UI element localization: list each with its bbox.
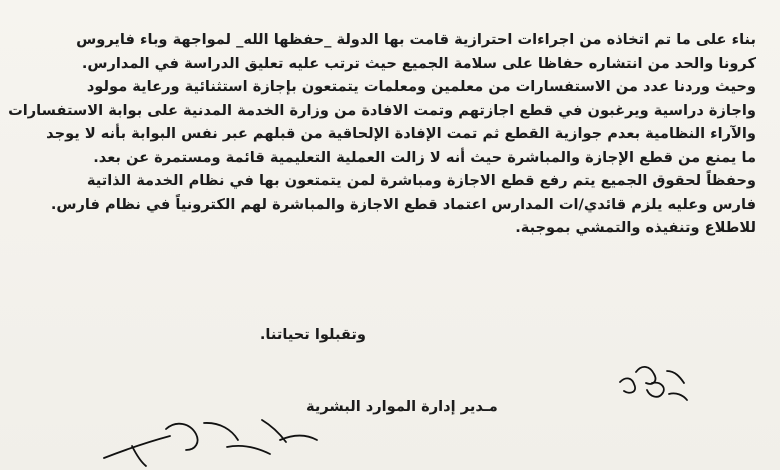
body-line-8: فارس وعليه يلزم قائدي/ات المدارس اعتماد قطع الاجازة والمباشرة لهم الكترونياً في نظام فارس. [50, 195, 756, 213]
body-line-5: والآراء النظامية بعدم جوازية القطع ثم تمت الإفادة الإلحاقية من قبلهم عبر نفس البوابة بأنه لا يوجد [46, 125, 756, 142]
handwritten-signature [92, 406, 332, 470]
body-line-2: كرونا والحد من انتشاره حفاظا على سلامة الجميع حيث ترتب عليه تعليق الدراسة في المدارس. [81, 54, 756, 72]
body-line-3: وحيث وردنا عدد من الاستفسارات من معلمين ومعلمات يتمتعون بإجازة استثنائية ورعاية مولود [86, 78, 756, 95]
closing-line: وتقبلوا تحياتنا. [259, 326, 366, 343]
body-line-4: واجازة دراسية ويرغبون في قطع اجازتهم وتمت الافادة من وزارة الخدمة المدنية على بوابة الاستفسارات [8, 101, 756, 119]
signature-title: مـدير إدارة الموارد البشرية [306, 398, 498, 415]
body-line-7: وحفظاً لحقوق الجميع يتم رفع قطع الاجازة ومباشرة لمن يتمتعون بها في نظام الخدمة الذاتية [86, 172, 756, 189]
body-line-9: للاطلاع وتنفيذه والتمشي بموجبة. [515, 219, 756, 236]
body-line-6: ما يمنع من قطع الإجازة والمباشرة حيث أنه لا زالت العملية التعليمية قائمة ومستمرة عن بعد. [93, 148, 756, 166]
letter-body [8, 28, 756, 240]
handwritten-initials [606, 346, 700, 408]
body-line-1: بناء على ما تم اتخاذه من اجراءات احترازية قامت بها الدولة _حفظها الله_ لمواجهة وباء فايروس [76, 31, 756, 48]
